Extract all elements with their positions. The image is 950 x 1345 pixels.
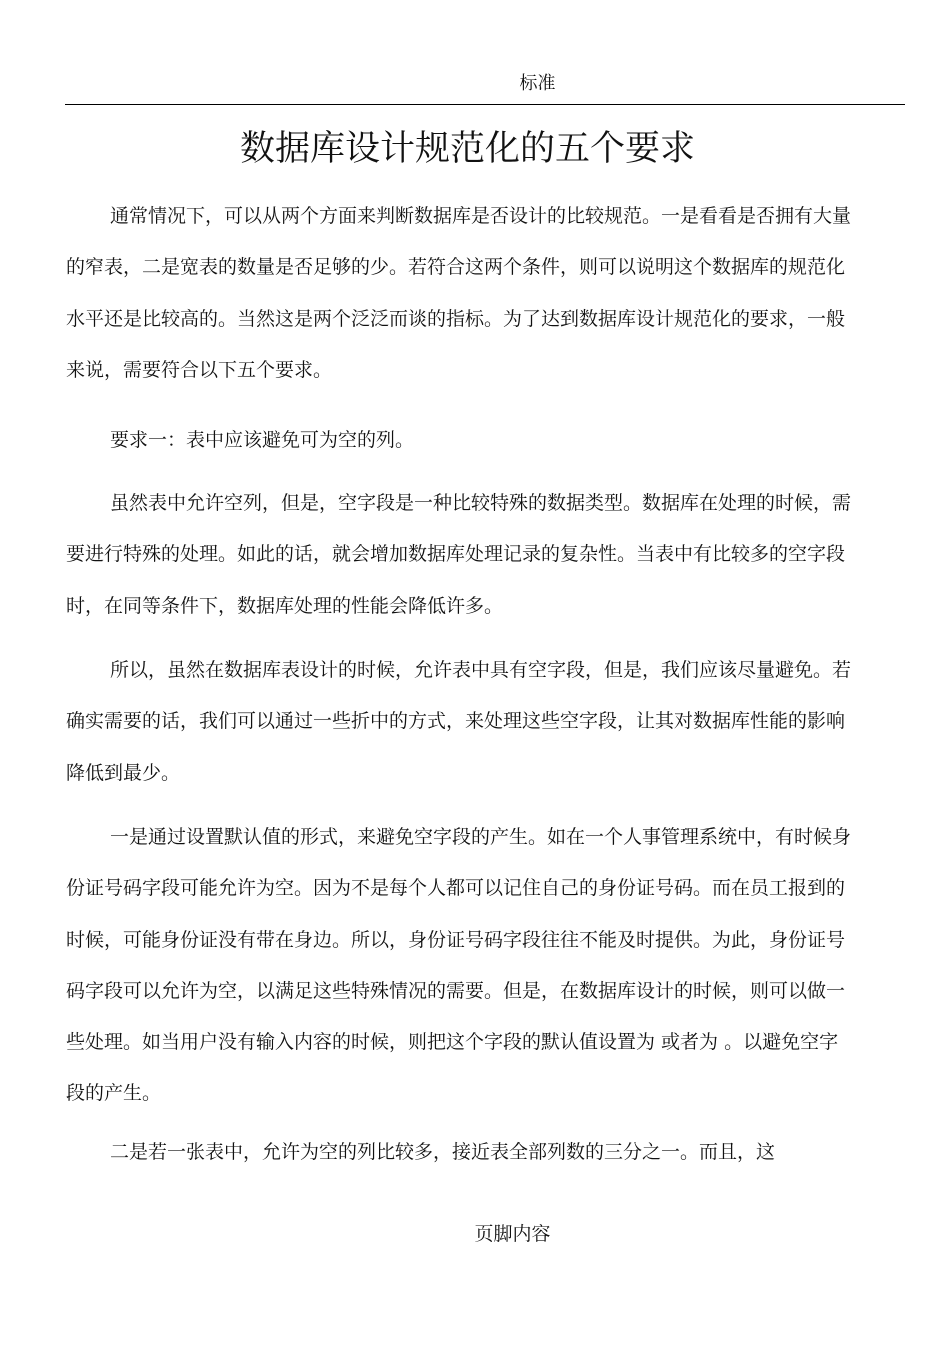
paragraph-avoid-nulls: 所以，虽然在数据库表设计的时候，允许表中具有空字段，但是，我们应该尽量避免。若确实需要的话，我们可以通过一些折中的方式，来处理这些空字段，让其对数据库性能的影响降低到最少。	[66, 659, 852, 784]
page-footer: 页脚内容	[474, 1223, 551, 1245]
header-divider	[65, 104, 905, 105]
paragraph-intro: 通常情况下，可以从两个方面来判断数据库是否设计的比较规范。一是看看是否拥有大量的窄表，二是宽表的数量是否足够的少。若符合这两个条件，则可以说明这个数据库的规范化水平还是比较高的。当然这是两个泛泛而谈的指标。为了达到数据库设计规范化的要求，一般来说，需要符合以下五个要求。	[66, 205, 852, 381]
document-title: 数据库设计规范化的五个要求	[239, 129, 695, 169]
paragraph-requirement-one: 要求一：表中应该避免可为空的列。	[110, 429, 415, 451]
paragraph-many-null-columns: 二是若一张表中，允许为空的列比较多，接近表全部列数的三分之一。而且，这	[110, 1141, 776, 1163]
page-header: 标准	[519, 73, 556, 94]
paragraph-default-values: 一是通过设置默认值的形式，来避免空字段的产生。如在一个人事管理系统中，有时候身份证号码字段可能允许为空。因为不是每个人都可以记住自己的身份证号码。而在员工报到的时候，可能身份证没有带在身边。所以，身份证号码字段往往不能及时提供。为此，身份证号码字段可以允许为空，以满足这些特殊情况的需要。但是，在数据库设计的时候，则可以做一些处理。如当用户没有输入内容的时候，则把这个字段的默认值设置为 或者为 。以避免空字段的产生。	[66, 826, 852, 1105]
paragraph-null-columns: 虽然表中允许空列，但是，空字段是一种比较特殊的数据类型。数据库在处理的时候，需要进行特殊的处理。如此的话，就会增加数据库处理记录的复杂性。当表中有比较多的空字段时，在同等条件下，数据库处理的性能会降低许多。	[66, 492, 852, 617]
